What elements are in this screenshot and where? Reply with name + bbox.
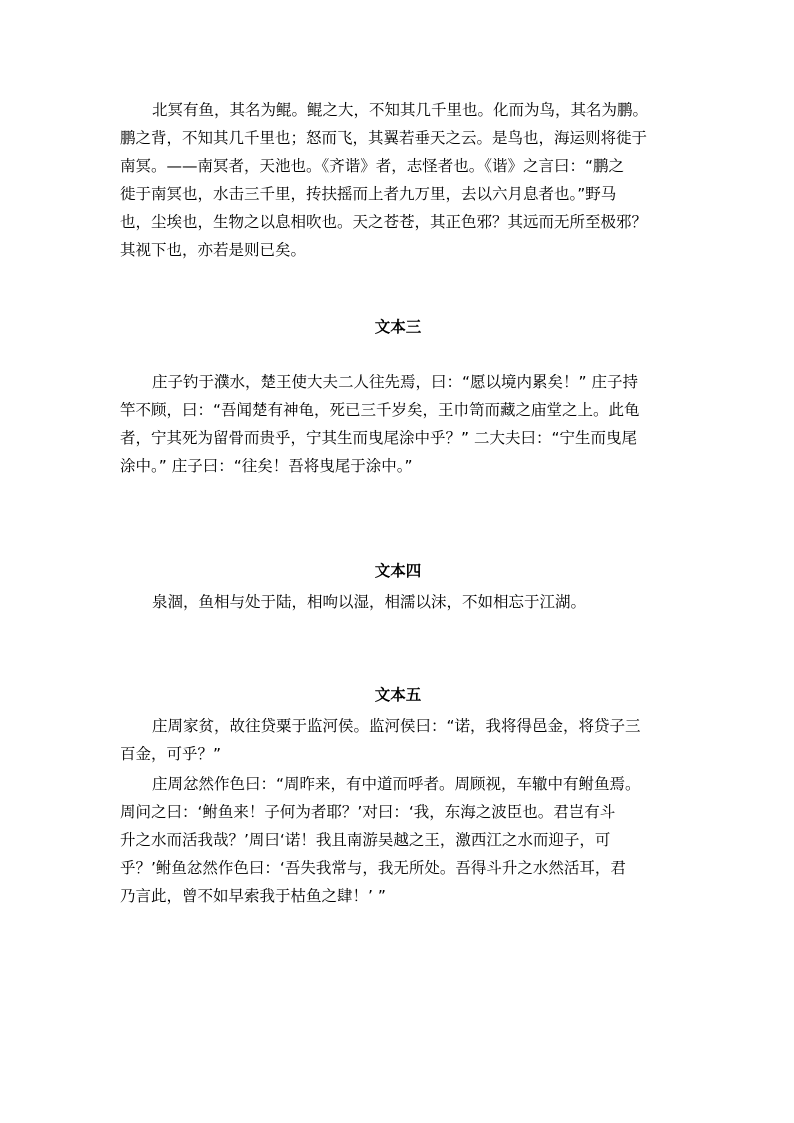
text1-line: 也，尘埃也，生物之以息相吹也。天之苍苍，其正色邪？其远而无所至极邪？: [120, 213, 648, 231]
section-heading-text5: 文本五: [374, 686, 422, 704]
text5-line: 升之水而活我哉？’周曰‘诺！我且南游吴越之王，激西江之水而迎子，可: [120, 831, 611, 849]
text5-line: 乎？’鲋鱼忿然作色曰：‘吾失我常与，我无所处。吾得斗升之水然活耳，君: [120, 859, 626, 877]
text5-line: 乃言此，曾不如早索我于枯鱼之肆！’ ”: [120, 887, 386, 905]
text1-line: 北冥有鱼，其名为鲲。鲲之大，不知其几千里也。化而为鸟，其名为鹏。: [152, 101, 649, 119]
text1-line: 其视下也，亦若是则已矣。: [120, 241, 307, 259]
text5-line: 庄周家贫，故往贷粟于监河侯。监河侯曰：“诺，我将得邑金，将贷子三: [152, 717, 641, 735]
text1-paragraph: [120, 96, 660, 264]
text3-line: 竿不顾，曰：“吾闻楚有神龟，死已三千岁矣，王巾笥而藏之庙堂之上。此龟: [120, 401, 640, 419]
text5-line: 周问之曰：‘鲋鱼来！子何为者耶？’对曰：‘我，东海之波臣也。君岂有斗: [120, 803, 616, 821]
text1-line: 南冥。——南冥者，天池也。《齐谐》者，志怪者也。《谐》之言曰：“鹏之: [120, 157, 625, 175]
text3-line: 涂中。” 庄子曰：“往矣！吾将曳尾于涂中。”: [120, 457, 413, 475]
text1-line: 鹏之背，不知其几千里也；怒而飞，其翼若垂天之云。是鸟也，海运则将徙于: [120, 129, 648, 147]
text4-paragraph: [120, 588, 660, 616]
section-heading-text4: 文本四: [374, 562, 422, 580]
section-heading-text3: 文本三: [374, 318, 422, 336]
text5-paragraph-2: [120, 770, 660, 910]
text5-line: 百金，可乎？”: [120, 745, 222, 763]
text5-line: 庄周忿然作色曰：“周昨来，有中道而呼者。周顾视，车辙中有鲋鱼焉。: [152, 775, 641, 793]
text3-line: 庄子钓于濮水，楚王使大夫二人往先焉，曰：“愿以境内累矣！” 庄子持: [152, 373, 638, 391]
text5-paragraph-1: [120, 712, 660, 768]
text4-line: 泉涸，鱼相与处于陆，相呴以湿，相濡以沫，不如相忘于江湖。: [152, 593, 587, 611]
text1-line: 徙于南冥也，水击三千里，抟扶摇而上者九万里，去以六月息者也。”野马: [120, 185, 617, 203]
text3-line: 者，宁其死为留骨而贵乎，宁其生而曳尾涂中乎？” 二大夫曰：“宁生而曳尾: [120, 429, 637, 447]
text3-paragraph: [120, 368, 660, 480]
